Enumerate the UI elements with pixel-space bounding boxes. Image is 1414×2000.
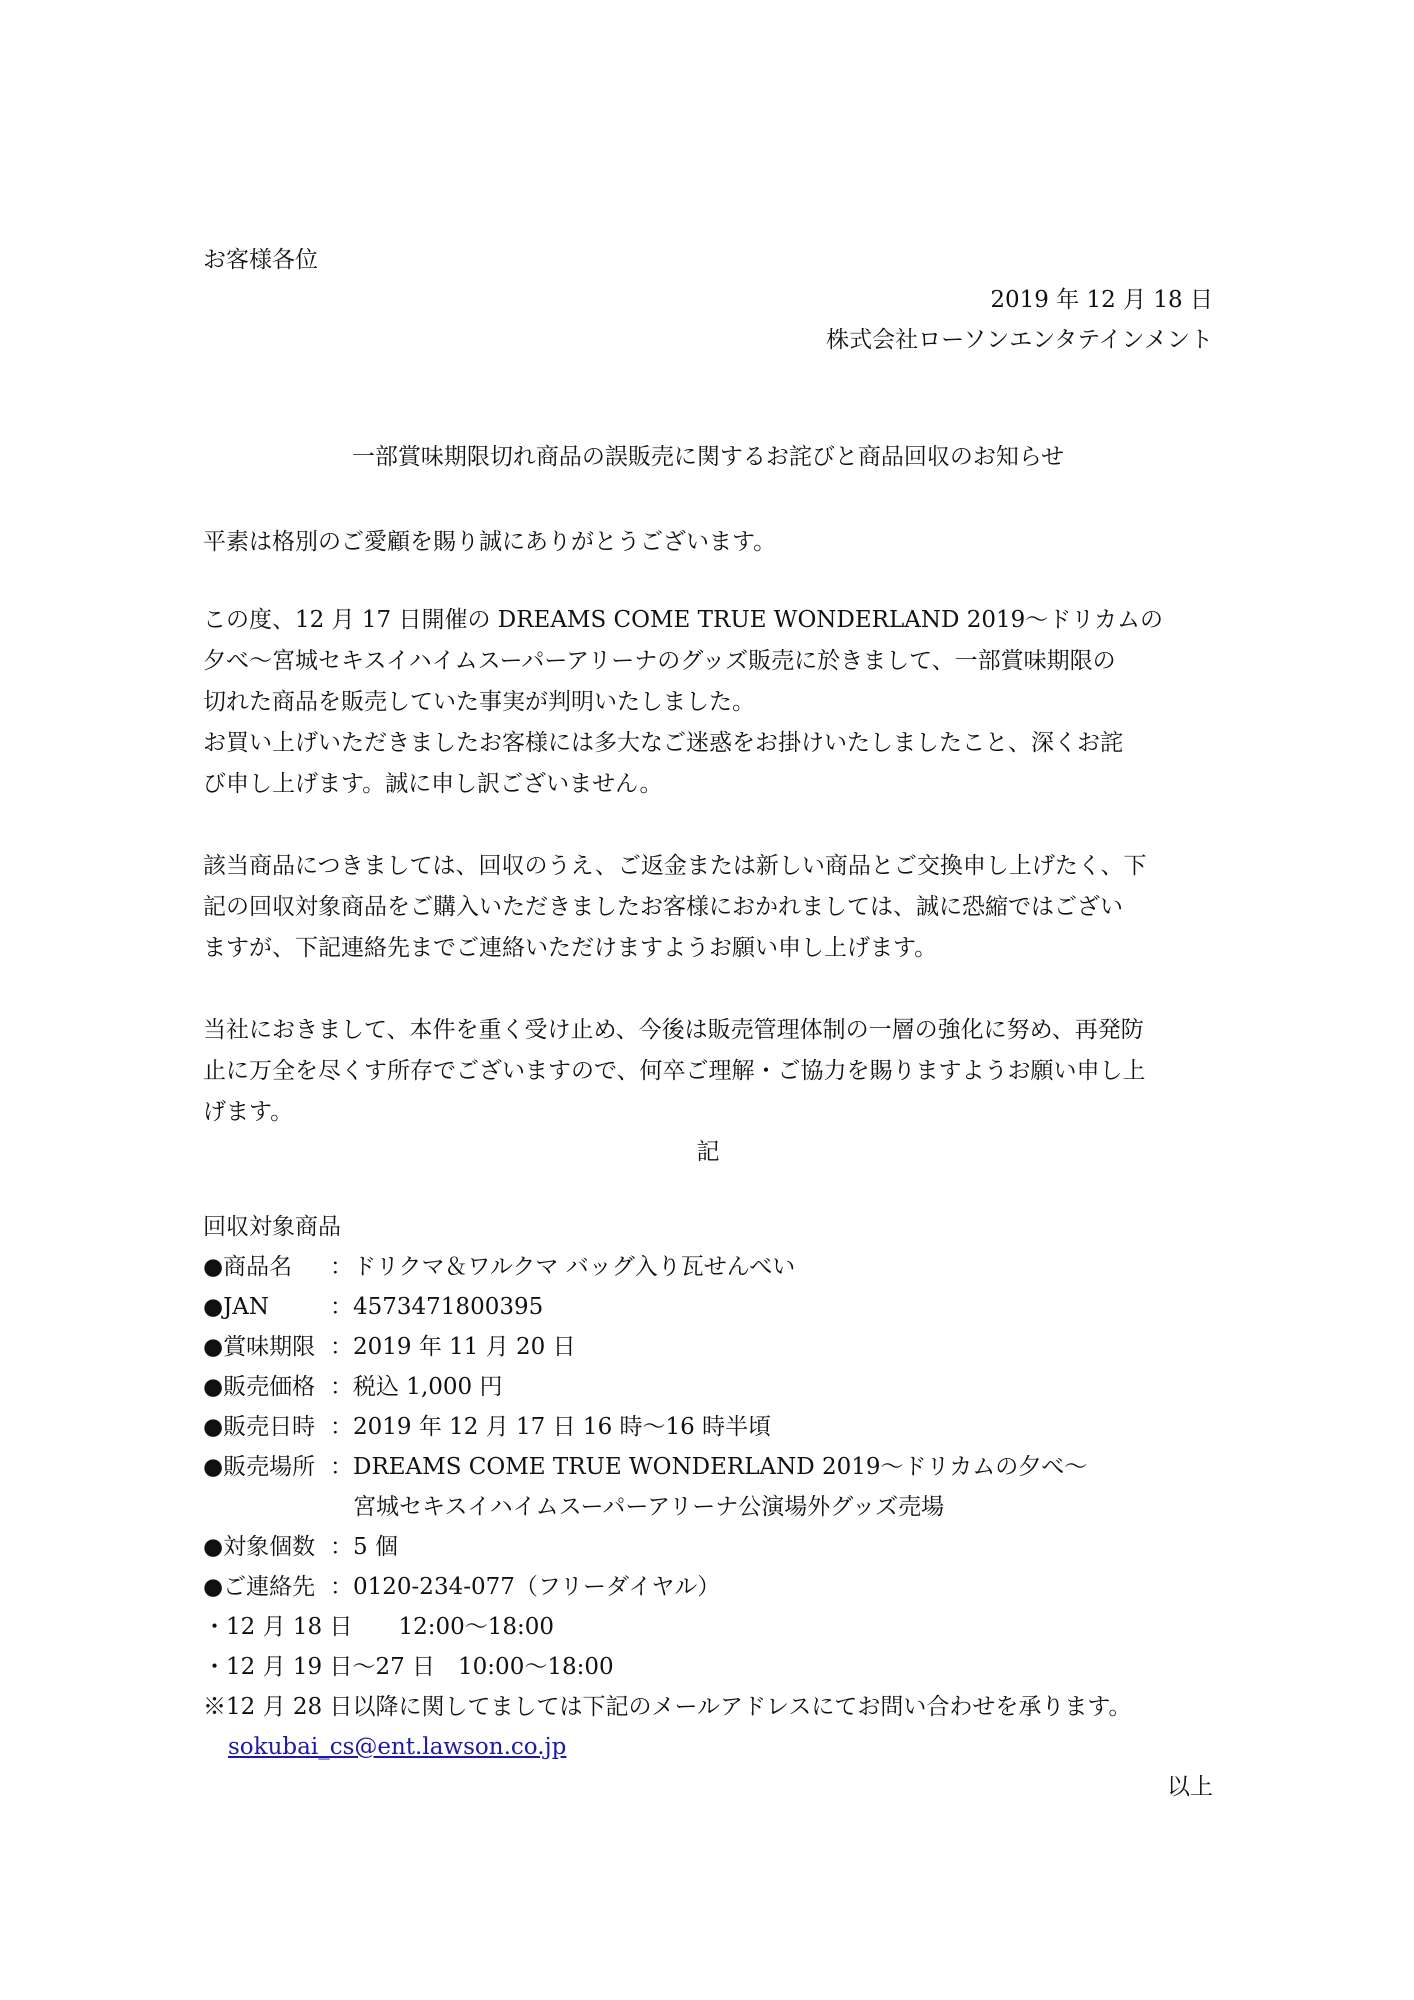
- salutation: お客様各位: [203, 247, 318, 273]
- company-name: 株式会社ローソンエンタテインメント: [826, 327, 1213, 353]
- recall-item-label: ●商品名: [203, 1254, 293, 1280]
- recall-item-label: ●ご連絡先: [203, 1574, 316, 1600]
- recall-item-label: ●賞味期限: [203, 1334, 316, 1360]
- recall-item-label: ●販売価格: [203, 1374, 316, 1400]
- greeting: 平素は格別のご愛顧を賜り誠にありがとうございます。: [203, 529, 777, 555]
- paragraph-3-line: 止に万全を尽くす所存でございますので、何卒ご理解・ご協力を賜りますようお願い申し上: [203, 1058, 1146, 1084]
- paragraph-2-line: 記の回収対象商品をご購入いただきましたお客様におかれましては、誠に恐縮ではござい: [203, 894, 1123, 920]
- closing-ijou: 以上: [1167, 1774, 1213, 1800]
- recall-item-value: 宮城セキスイハイムスーパーアリーナ公演場外グッズ売場: [353, 1494, 945, 1520]
- document-date: 2019 年 12 月 18 日: [990, 287, 1213, 313]
- paragraph-1-line: お買い上げいただきましたお客様には多大なご迷惑をお掛けいたしましたこと、深くお詫: [203, 730, 1123, 756]
- recall-item-value: ：2019 年 12 月 17 日 16 時～16 時半頃: [330, 1414, 772, 1440]
- paragraph-3-line: 当社におきまして、本件を重く受け止め、今後は販売管理体制の一層の強化に努め、再発防: [203, 1017, 1144, 1043]
- recall-item-sale-datetime: [203, 1407, 1213, 1447]
- recall-item-quantity: [203, 1527, 1213, 1567]
- paragraph-1-line: 切れた商品を販売していた事実が判明いたしました。: [203, 689, 755, 715]
- recall-item-value: ：ドリクマ＆ワルクマ バッグ入り瓦せんべい: [330, 1254, 796, 1280]
- recall-item-label: ●JAN: [203, 1294, 270, 1320]
- recall-item-expiry: [203, 1327, 1213, 1367]
- contact-hours-line: ・12 月 19 日～27 日 10:00～18:00: [203, 1654, 614, 1680]
- recall-item-value: ：5 個: [330, 1534, 398, 1560]
- email-note: ※12 月 28 日以降に関してましては下記のメールアドレスにてお問い合わせを承ります。: [203, 1694, 1132, 1720]
- recall-item-value: ：2019 年 11 月 20 日: [330, 1334, 576, 1360]
- recall-item-value: ：0120-234-077（フリーダイヤル）: [330, 1574, 721, 1600]
- contact-email-link[interactable]: sokubai_cs@ent.lawson.co.jp: [228, 1734, 567, 1760]
- contact-hours-line: ・12 月 18 日 12:00～18:00: [203, 1614, 555, 1640]
- recall-item-jan: [203, 1287, 1213, 1327]
- paragraph-1-line: 夕べ～宮城セキスイハイムスーパーアリーナのグッズ販売に於きまして、一部賞味期限の: [203, 648, 1116, 674]
- paragraph-1-line: この度、12 月 17 日開催の DREAMS COME TRUE WONDERLAND 2019～ドリカムの: [203, 607, 1164, 633]
- paragraph-1-line: び申し上げます。誠に申し訳ございません。: [203, 771, 663, 797]
- recall-item-price: [203, 1367, 1213, 1407]
- recall-item-sale-location: [203, 1447, 1213, 1487]
- ki-marker: 記: [696, 1139, 720, 1165]
- recall-item-label: ●販売場所: [203, 1454, 316, 1480]
- paragraph-3-line: げます。: [203, 1099, 294, 1125]
- recall-item-value: ：4573471800395: [330, 1294, 544, 1320]
- paragraph-2-line: 該当商品につきましては、回収のうえ、ご返金または新しい商品とご交換申し上げたく、下: [203, 853, 1147, 879]
- paragraph-2-line: ますが、下記連絡先までご連絡いただけますようお願い申し上げます。: [203, 935, 938, 961]
- email-link-row: [228, 1727, 1238, 1767]
- recall-item-value: ：税込 1,000 円: [330, 1374, 503, 1400]
- recall-item-sale-location-continued: [203, 1487, 1213, 1527]
- document-title: 一部賞味期限切れ商品の誤販売に関するお詫びと商品回収のお知らせ: [351, 444, 1065, 470]
- recall-item-product-name: [203, 1247, 1213, 1287]
- recall-heading: 回収対象商品: [203, 1214, 341, 1240]
- recall-item-label: ●販売日時: [203, 1414, 316, 1440]
- recall-item-value: ：DREAMS COME TRUE WONDERLAND 2019～ドリカムの夕べ～: [330, 1454, 1088, 1480]
- recall-item-contact: [203, 1567, 1213, 1607]
- recall-item-label: ●対象個数: [203, 1534, 316, 1560]
